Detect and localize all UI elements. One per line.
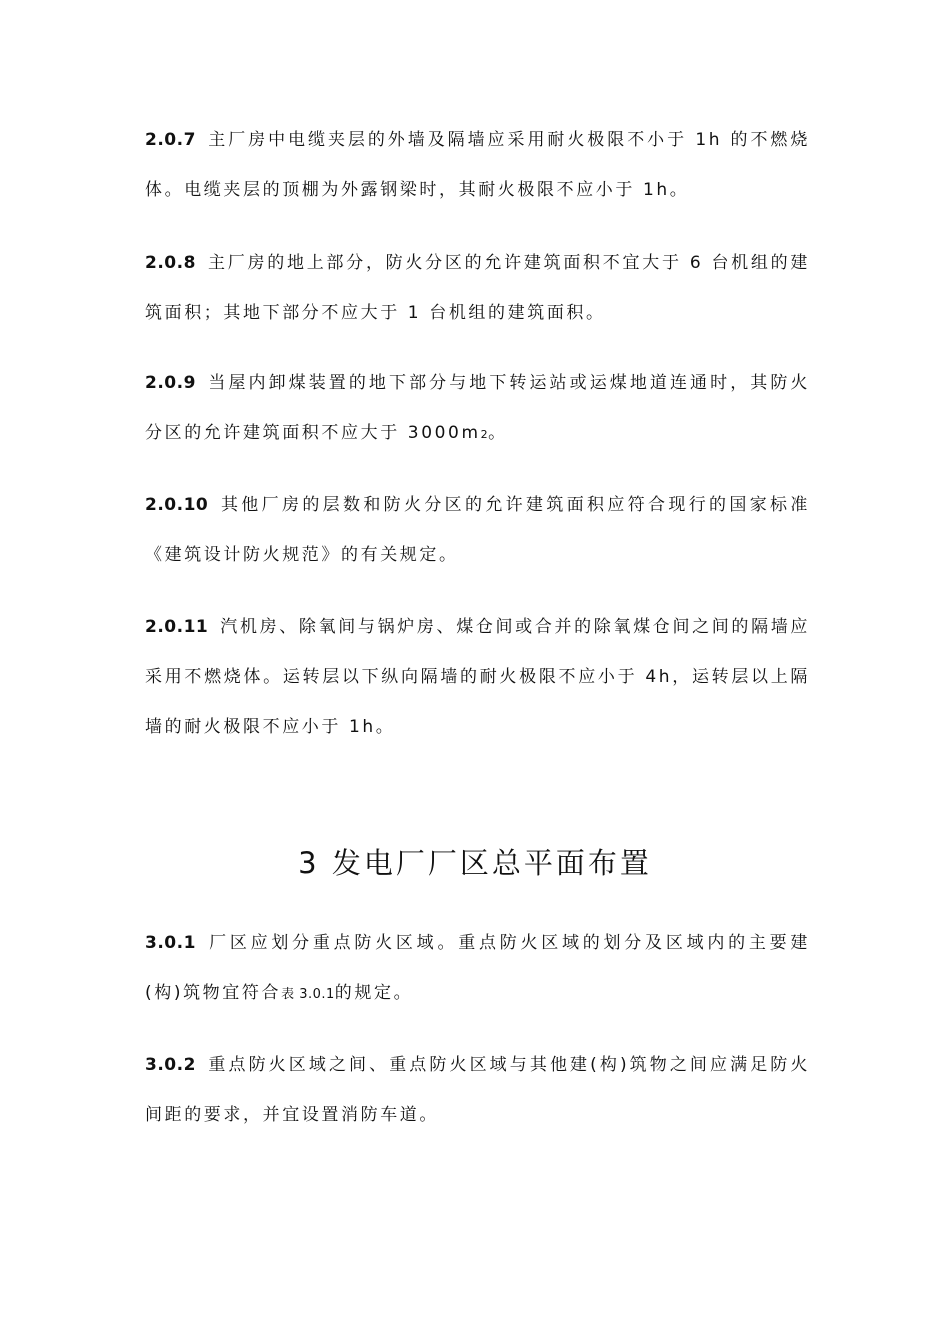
- chapter-title: 3 发电厂厂区总平面布置: [298, 846, 652, 880]
- clause-text: 汽机房、除氧间与锅炉房、煤仓间或合并的除氧煤仓间之间的隔墙应采用不燃烧体。运转层以下纵向隔墙的耐火极限不应小于 4h，运转层以上隔墙的耐火极限不应小于 1h。: [145, 617, 810, 737]
- clause-text: 当屋内卸煤装置的地下部分与地下转运站或运煤地道连通时，其防火分区的允许建筑面积不应大于 3000m: [145, 373, 810, 443]
- clause-2-0-7: [145, 115, 810, 215]
- clause-3-0-2: [145, 1040, 810, 1140]
- clause-3-0-1: [145, 918, 810, 1020]
- clause-text: 厂区应划分重点防火区域。重点防火区域的划分及区域内的主要建(构)筑物宜符合: [145, 933, 810, 1003]
- clause-number: 3.0.2: [145, 1055, 196, 1075]
- clause-number: 2.0.10: [145, 495, 209, 515]
- clause-text-end: 的规定。: [334, 983, 414, 1003]
- clause-text: 重点防火区域之间、重点防火区域与其他建(构)筑物之间应满足防火间距的要求，并宜设置消防车道。: [145, 1055, 810, 1125]
- clause-text: 主厂房中电缆夹层的外墙及隔墙应采用耐火极限不小于 1h 的不燃烧体。电缆夹层的顶棚为外露钢梁时，其耐火极限不应小于 1h。: [145, 130, 810, 200]
- table-reference: 表 3.0.1: [281, 987, 335, 1002]
- clause-text: 主厂房的地上部分，防火分区的允许建筑面积不宜大于 6 台机组的建筑面积；其地下部分不应大于 1 台机组的建筑面积。: [145, 253, 810, 323]
- clause-number: 2.0.11: [145, 617, 209, 637]
- clause-text-end: 。: [488, 423, 508, 443]
- clause-2-0-9: [145, 358, 810, 460]
- clause-number: 2.0.9: [145, 373, 196, 393]
- clause-2-0-10: [145, 480, 810, 580]
- area-unit-superscript: 2: [480, 428, 489, 441]
- clause-number: 2.0.8: [145, 253, 196, 273]
- clause-2-0-8: [145, 238, 810, 338]
- clause-number: 2.0.7: [145, 130, 196, 150]
- clause-2-0-11: [145, 602, 810, 752]
- clause-number: 3.0.1: [145, 933, 196, 953]
- clause-text: 其他厂房的层数和防火分区的允许建筑面积应符合现行的国家标准《建筑设计防火规范》的有关规定。: [145, 495, 810, 565]
